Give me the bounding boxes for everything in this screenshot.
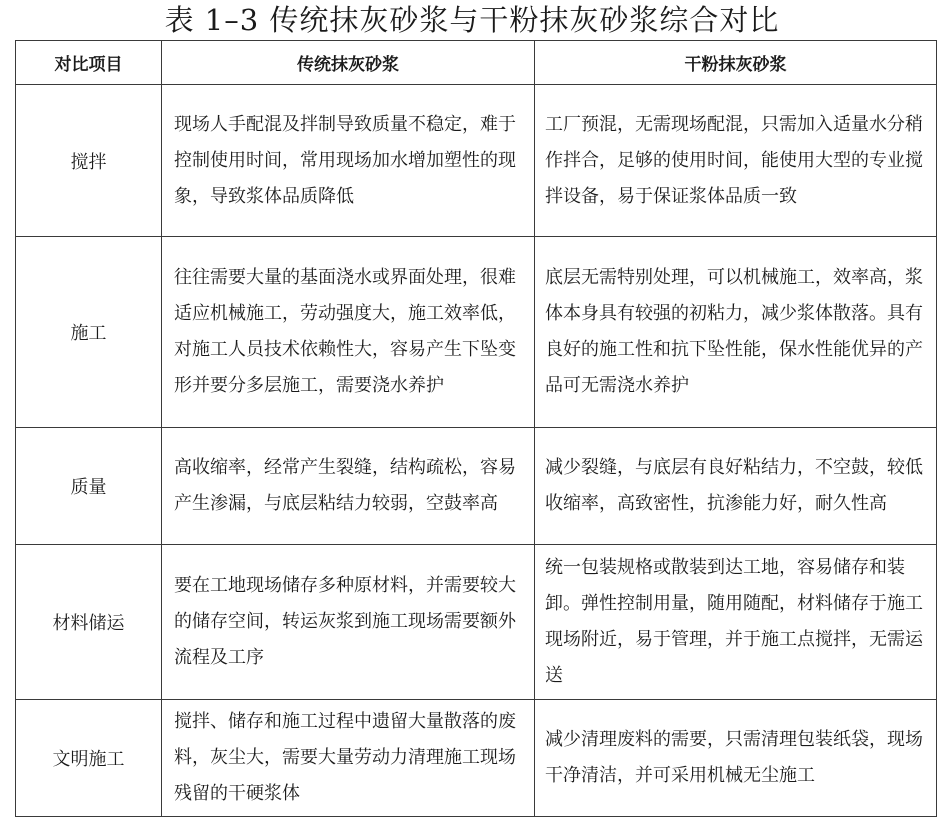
dry-mix-cell: 统一包装规格或散装到达工地，容易储存和装卸。弹性控制用量，随用随配，材料储存于施工现场附近，易于管理，并于施工点搅拌，无需运送 [535,545,937,700]
dry-mix-cell: 底层无需特别处理，可以机械施工，效率高，浆体本身具有较强的初粘力，减少浆体散落。具有良好的施工性和抗下坠性能，保水性能优异的产品可无需浇水养护 [535,237,937,428]
traditional-cell: 往往需要大量的基面浇水或界面处理，很难适应机械施工，劳动强度大，施工效率低，对施工人员技术依赖性大，容易产生下坠变形并要分多层施工，需要浇水养护 [162,237,535,428]
table-row [16,545,937,700]
row-item-label: 材料储运 [16,545,162,700]
column-header-dry-mix: 干粉抹灰砂浆 [535,41,937,85]
row-item-label: 施工 [16,237,162,428]
row-item-label: 搅拌 [16,85,162,237]
dry-mix-cell: 减少清理废料的需要，只需清理包装纸袋，现场干净清洁，并可采用机械无尘施工 [535,700,937,817]
table-row [16,428,937,545]
traditional-cell: 搅拌、储存和施工过程中遗留大量散落的废料，灰尘大，需要大量劳动力清理施工现场残留的干硬浆体 [162,700,535,817]
table-title: 表 1–3 传统抹灰砂浆与干粉抹灰砂浆综合对比 [164,3,780,37]
traditional-cell: 要在工地现场储存多种原材料，并需要较大的储存空间，转运灰浆到施工现场需要额外流程及工序 [162,545,535,700]
column-header-item: 对比项目 [16,41,162,85]
header-row [16,41,937,85]
table-row [16,85,937,237]
table-row [16,237,937,428]
comparison-table [15,40,937,817]
traditional-cell: 高收缩率，经常产生裂缝，结构疏松，容易产生渗漏，与底层粘结力较弱，空鼓率高 [162,428,535,545]
table-row [16,700,937,817]
row-item-label: 文明施工 [16,700,162,817]
traditional-cell: 现场人手配混及拌制导致质量不稳定，难于控制使用时间，常用现场加水增加塑性的现象，导致浆体品质降低 [162,85,535,237]
column-header-traditional: 传统抹灰砂浆 [162,41,535,85]
dry-mix-cell: 减少裂缝，与底层有良好粘结力，不空鼓，较低收缩率，高致密性，抗渗能力好，耐久性高 [535,428,937,545]
dry-mix-cell: 工厂预混，无需现场配混，只需加入适量水分稍作拌合，足够的使用时间，能使用大型的专业搅拌设备，易于保证浆体品质一致 [535,85,937,237]
row-item-label: 质量 [16,428,162,545]
